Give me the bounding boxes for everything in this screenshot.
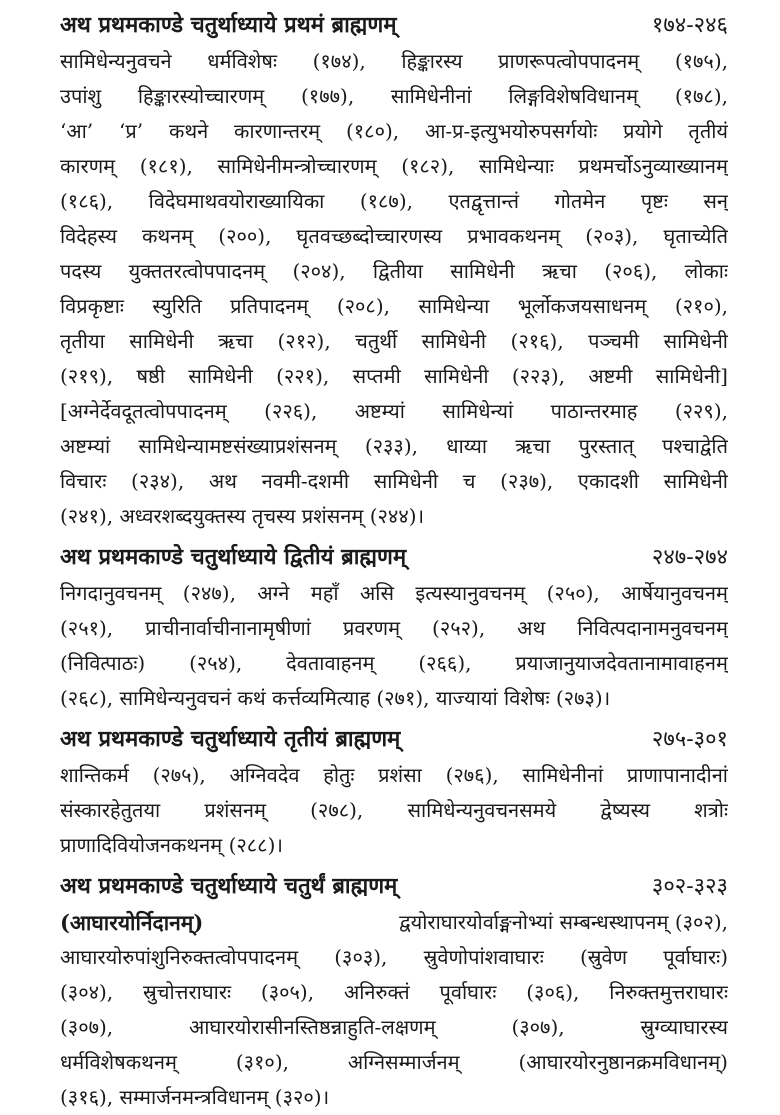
text-line: प्राणादिवियोजनकथनम् (२८८)। [60, 833, 283, 857]
text-line: (निवित्पाठः) (२५४), देवतावाहनम् (२६६), प्रयाजानुयाजदेवतानामावाहनम् [60, 651, 728, 675]
text-line: (२१९), षष्ठी सामिधेनी (२२१), सप्तमी सामिधेनी (२२३), अष्टमी सामिधेनी] [60, 364, 728, 388]
section-range: ३०२-३२३ [651, 874, 728, 899]
text-line [60, 905, 728, 940]
section-heading [60, 6, 728, 44]
text-line: धर्मविशेषकथनम् (३१०), अग्निसम्मार्जनम् (आघारयोरनुष्ठानक्रमविधानम्) [60, 1050, 728, 1074]
text-line: संस्कारहेतुतया प्रशंसनम् (२७८), सामिधेन्यनुवचनसमये द्वेष्यस्य शत्रोः [60, 798, 728, 822]
text-line-rest: द्वयोराघारयोर्वाङ्मनोभ्यां सम्बन्धस्थापनम् (३०२), [399, 910, 728, 934]
text-line: शान्तिकर्म (२७५), अग्निवदेव होतुः प्रशंसा (२७६), सामिधेनीनां प्राणापानादीनां [60, 763, 728, 787]
text-line: तृतीया सामिधेनी ऋचा (२१२), चतुर्थी सामिधेनी (२१६), पञ्चमी सामिधेनी [60, 329, 728, 353]
text-line: अष्टम्यां सामिधेन्यामष्टसंख्याप्रशंसनम् (२३३), धाय्या ऋचा पुरस्तात् पश्चाद्वेति [60, 434, 728, 458]
subsection-title: (आघारयोर्निदानम्) [60, 910, 204, 935]
text-line: (२६८), सामिधेन्यनुवचनं कथं कर्त्तव्यमित्याह (२७१), याज्यायां विशेषः (२७३)। [60, 686, 611, 710]
section-range: १७४-२४६ [651, 13, 728, 38]
text-line: निगदानुवचनम् (२४७), अग्ने महाँ असि इत्यस्यानुवचनम् (२५०), आर्षेयानुवचनम् [60, 581, 728, 605]
text-line: (१८६), विदेघमाथवयोराख्यायिका (१८७), एतद्वृत्तान्तं गोतमेन पृष्टः सन् [60, 189, 728, 213]
section-range: २४७-२७४ [651, 545, 728, 570]
section-title: अथ प्रथमकाण्डे चतुर्थाध्याये द्वितीयं ब्राह्मणम् [60, 544, 407, 570]
text-line: ‘आ’ ‘प्र’ कथने कारणान्तरम् (१८०), आ-प्र-इत्युभयोरुपसर्गयोः प्रयोगे तृतीयं [60, 119, 728, 143]
text-line: (३०७), आघारयोरासीनस्तिष्ठन्नाहुति-लक्षणम् (३०७), स्रुग्व्याघारस्य [60, 1015, 728, 1039]
text-line: (२५१), प्राचीनार्वाचीनानामृषीणां प्रवरणम् (२५२), अथ निवित्पदानामनुवचनम् [60, 616, 728, 640]
section-prathama-brahmana [60, 6, 728, 534]
text-line: (३१६), सम्मार्जनमन्त्रविधानम् (३२०)। [60, 1085, 330, 1109]
text-line: पदस्य युक्ततरत्वोपपादनम् (२०४), द्वितीया सामिधेनी ऋचा (२०६), लोकाः [60, 259, 728, 283]
section-heading [60, 720, 728, 758]
text-line: आघारयोरुपांशुनिरुक्तत्वोपपादनम् (३०३), स्रुवेणोपांशवाघारः (स्रुवेण पूर्वाघारः) [60, 945, 728, 969]
text-line: उपांशु हिङ्कारस्योच्चारणम् (१७७), सामिधेनीनां लिङ्गविशेषविधानम् (१७८), [60, 84, 728, 108]
text-line: विदेहस्य कथनम् (२००), घृतवच्छब्दोच्चारणस्य प्रभावकथनम् (२०३), घृताच्येति [60, 224, 728, 248]
text-line: [अग्नेर्देवदूतत्वोपपादनम् (२२६), अष्टम्यां सामिधेन्यां पाठान्तरमाह (२२९), [60, 399, 728, 423]
section-heading [60, 867, 728, 905]
section-title: अथ प्रथमकाण्डे चतुर्थाध्याये प्रथमं ब्राह्मणम् [60, 12, 397, 38]
text-line: विचारः (२३४), अथ नवमी-दशमी सामिधेनी च (२३७), एकादशी सामिधेनी [60, 469, 728, 493]
text-line: (२४१), अध्वरशब्दयुक्तस्य तृचस्य प्रशंसनम् (२४४)। [60, 504, 425, 528]
section-title: अथ प्रथमकाण्डे चतुर्थाध्याये तृतीयं ब्राह्मणम् [60, 726, 401, 752]
section-range: २७५-३०१ [651, 727, 728, 752]
section-dvitiya-brahmana [60, 538, 728, 716]
text-line: (३०४), स्रुचोत्तराघारः (३०५), अनिरुक्तं पूर्वाघारः (३०६), निरुक्तमुत्तराघारः [60, 980, 728, 1004]
section-chaturtha-brahmana [60, 867, 728, 1115]
section-tritiya-brahmana [60, 720, 728, 863]
section-heading [60, 538, 728, 576]
text-line: विप्रकृष्टाः स्युरिति प्रतिपादनम् (२०८), सामिधेन्या भूर्लोकजयसाधनम् (२१०), [60, 294, 728, 318]
section-title: अथ प्रथमकाण्डे चतुर्थाध्याये चतुर्थं ब्राह्मणम् [60, 873, 398, 899]
text-line: सामिधेन्यनुवचने धर्मविशेषः (१७४), हिङ्कारस्य प्राणरूपत्वोपपादनम् (१७५), [60, 49, 728, 73]
text-line: कारणम् (१८१), सामिधेनीमन्त्रोच्चारणम् (१८२), सामिधेन्याः प्रथमर्चोऽनुव्याख्यानम् [60, 154, 728, 178]
